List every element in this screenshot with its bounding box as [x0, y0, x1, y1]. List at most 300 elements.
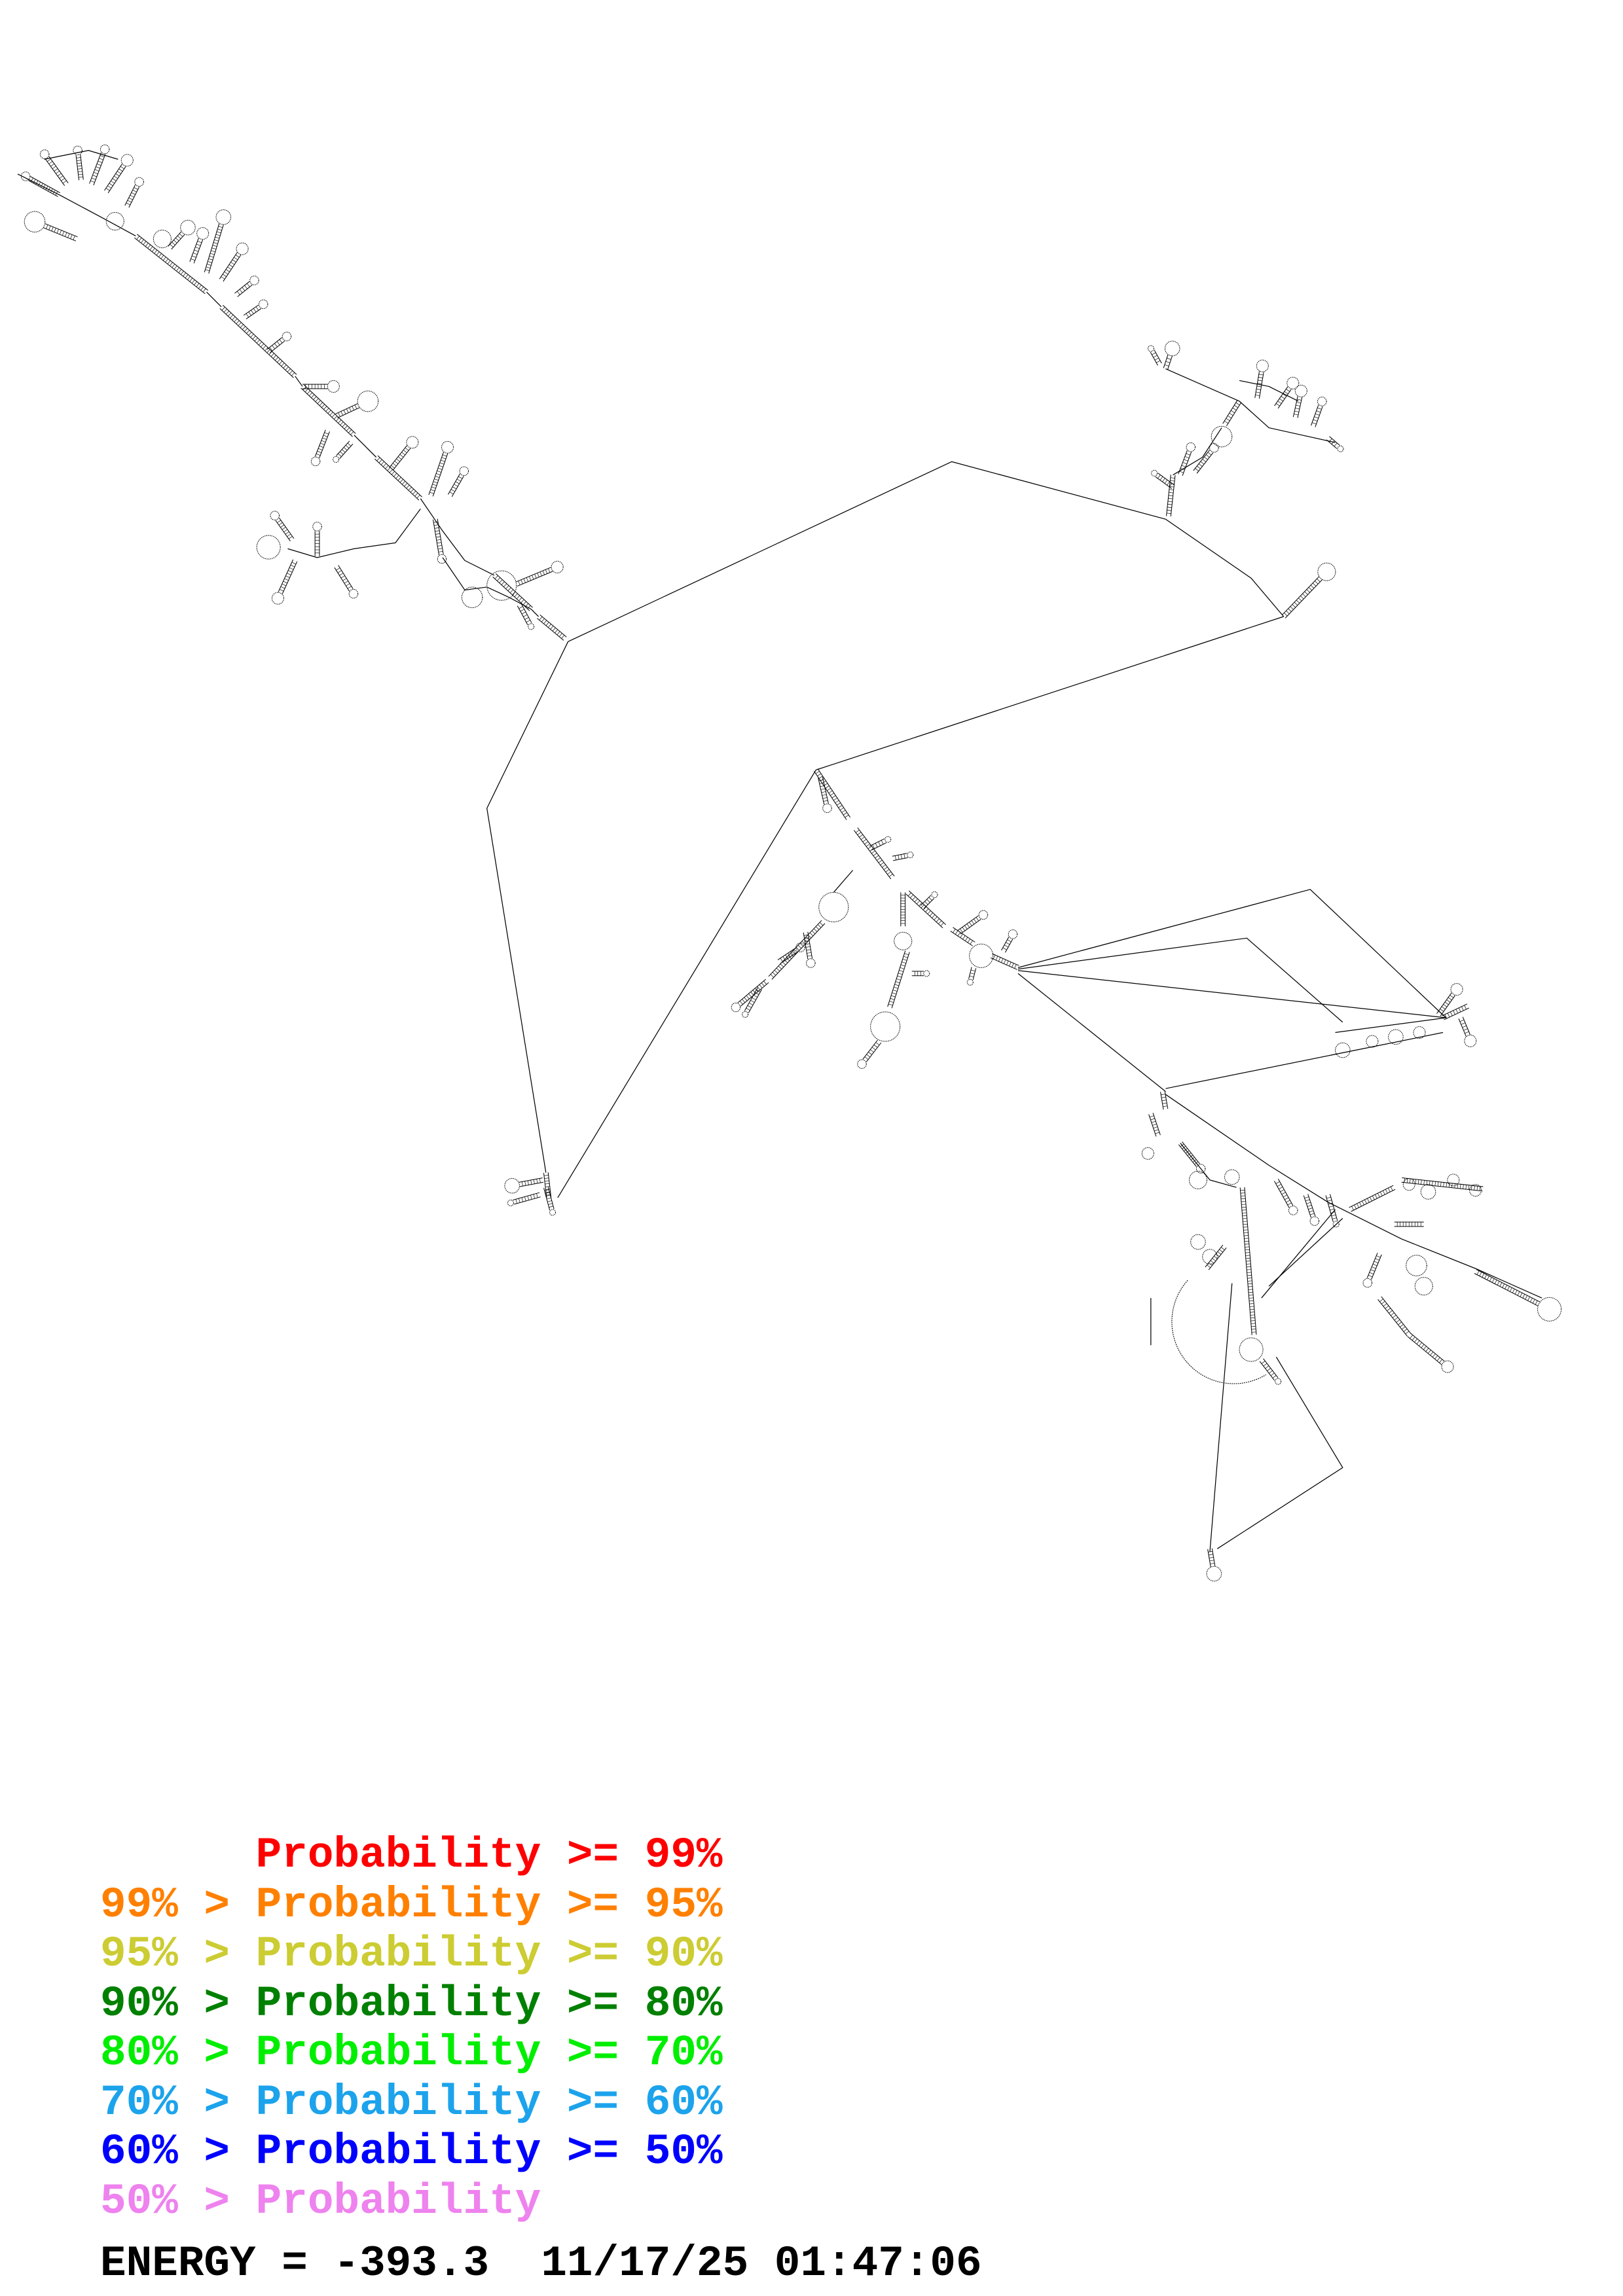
helix-strand: [49, 156, 68, 183]
base-pair: [1250, 1306, 1254, 1307]
helix: [1349, 1185, 1396, 1211]
hairpin-loop: [250, 276, 259, 285]
base-pair: [495, 575, 498, 579]
helix: [1240, 1187, 1256, 1335]
base-pair: [1480, 1272, 1482, 1276]
base-pair: [1461, 1007, 1463, 1011]
base-pair: [522, 1198, 523, 1202]
helix: [912, 971, 930, 977]
base-pair: [1249, 1289, 1253, 1290]
base-pair: [172, 242, 175, 245]
helix-strand: [134, 238, 205, 294]
base-pair: [863, 839, 866, 842]
base-pair: [884, 867, 887, 870]
multi-loop: [894, 932, 912, 950]
base-pair: [434, 525, 439, 526]
base-pair: [57, 229, 59, 233]
base-pair: [128, 200, 132, 202]
base-pair: [1249, 1300, 1254, 1301]
base-pair: [1246, 1255, 1250, 1256]
backbone-line: [1018, 938, 1343, 1022]
hairpin-loop: [442, 441, 454, 453]
base-pair: [901, 965, 905, 966]
base-pair: [321, 404, 325, 408]
base-pair: [1210, 1560, 1214, 1561]
hairpin-loop: [1295, 385, 1307, 397]
base-pair: [778, 966, 782, 969]
backbone-line: [18, 174, 136, 236]
base-pair: [1247, 1264, 1251, 1265]
base-pair: [1426, 1348, 1429, 1352]
base-pair: [1435, 1181, 1436, 1186]
base-pair: [523, 601, 526, 605]
base-pair: [1330, 1209, 1334, 1210]
base-pair: [1216, 1254, 1219, 1257]
base-pair: [941, 923, 944, 926]
base-pair: [1334, 443, 1337, 446]
base-pair: [334, 416, 337, 420]
base-pair: [824, 800, 828, 801]
base-pair: [898, 976, 902, 977]
base-pair: [133, 190, 137, 192]
helix-strand: [1408, 1336, 1442, 1365]
base-pair: [1231, 410, 1235, 413]
base-pair: [292, 562, 296, 564]
hairpin-loop: [885, 836, 891, 842]
base-pair: [1328, 1200, 1332, 1202]
legend-line-90: 95% > Probability >= 90%: [100, 1929, 723, 1979]
hairpin-loop: [924, 971, 930, 977]
base-pair: [516, 1199, 517, 1204]
helix: [515, 561, 563, 586]
base-pair: [1161, 1094, 1165, 1095]
base-pair: [875, 843, 877, 847]
base-pair: [938, 921, 941, 924]
helix: [1378, 1297, 1411, 1336]
base-pair: [528, 1196, 529, 1200]
base-pair: [348, 443, 351, 446]
base-pair: [503, 584, 507, 587]
base-pair: [515, 594, 518, 597]
base-pair: [1432, 1354, 1435, 1357]
base-pair: [1305, 592, 1308, 595]
base-pair: [865, 842, 868, 844]
base-pair: [1404, 1329, 1407, 1331]
base-pair: [183, 273, 186, 276]
base-pair: [1233, 408, 1237, 410]
base-pair: [415, 493, 418, 496]
base-pair: [1246, 1261, 1250, 1262]
backbone-line: [816, 617, 1283, 770]
base-pair: [282, 584, 286, 586]
legend-line-80: 90% > Probability >= 80%: [100, 1979, 723, 2028]
base-pair: [886, 869, 889, 872]
helix: [90, 145, 109, 185]
base-pair: [1152, 1121, 1156, 1122]
helix: [958, 910, 988, 934]
base-pair: [1463, 1026, 1467, 1028]
base-pair: [336, 418, 339, 422]
base-pair: [913, 897, 916, 900]
base-pair: [1417, 1340, 1419, 1344]
base-pair: [1463, 1185, 1464, 1189]
base-pair: [56, 171, 59, 173]
helix-strand: [304, 385, 356, 433]
base-pair: [1012, 963, 1014, 967]
base-pair: [1277, 1184, 1281, 1186]
base-pair: [970, 973, 975, 975]
base-pair: [1525, 1295, 1527, 1299]
base-pair: [1305, 1197, 1309, 1198]
base-pair: [193, 253, 197, 254]
multi-loop: [487, 571, 517, 600]
helix: [168, 220, 196, 249]
base-pair: [543, 571, 545, 575]
hairpin-loop: [550, 1210, 556, 1215]
helix: [967, 967, 976, 986]
base-pair: [843, 812, 847, 815]
base-pair: [1357, 1204, 1359, 1208]
base-pair: [820, 922, 823, 925]
base-pair: [1221, 1247, 1224, 1250]
base-pair: [54, 228, 56, 232]
base-pair: [1296, 405, 1300, 406]
base-pair: [1251, 1323, 1256, 1324]
base-pair: [1377, 1193, 1379, 1197]
base-pair: [856, 830, 859, 833]
base-pair: [1264, 1363, 1267, 1366]
hairpin-loop: [1288, 1206, 1298, 1215]
base-pair: [1457, 1184, 1458, 1189]
base-pair: [835, 800, 839, 803]
helix: [1363, 1253, 1381, 1287]
base-pair: [1307, 1205, 1311, 1206]
base-pair: [524, 579, 526, 583]
base-pair: [497, 578, 500, 581]
base-pair: [746, 996, 749, 999]
base-pair: [924, 901, 928, 905]
base-pair: [234, 319, 238, 322]
helix: [335, 565, 358, 598]
base-pair: [148, 245, 151, 248]
base-pair: [1245, 1244, 1249, 1245]
base-pair: [439, 551, 443, 552]
base-pair: [827, 788, 831, 791]
base-pair: [816, 927, 819, 930]
base-pair: [1154, 1127, 1158, 1128]
multi-loop: [1366, 1035, 1378, 1047]
helix-strand: [921, 895, 931, 906]
base-pair: [960, 934, 963, 938]
base-pair: [1359, 1202, 1361, 1206]
helix-strand: [108, 166, 126, 193]
base-pair: [545, 1183, 549, 1184]
helix: [1223, 400, 1241, 426]
hairpin-loop: [216, 209, 231, 224]
base-pair: [1285, 391, 1288, 394]
base-pair: [410, 489, 414, 492]
hairpin-loop: [967, 979, 973, 985]
base-pair: [1236, 403, 1240, 405]
base-pair: [325, 433, 329, 434]
hairpin-loop: [742, 1011, 748, 1017]
base-pair: [526, 620, 530, 622]
hairpin-loop: [282, 332, 291, 341]
hairpin-loop: [932, 892, 938, 898]
base-pair: [107, 186, 111, 188]
base-pair: [96, 167, 100, 168]
base-pair: [761, 983, 764, 986]
base-pair: [532, 575, 534, 579]
legend-line-below-50: 50% > Probability: [100, 2176, 541, 2226]
base-pair: [1296, 600, 1300, 603]
base-pair: [417, 495, 420, 498]
base-pair: [109, 183, 113, 186]
base-pair: [139, 238, 141, 241]
base-pair: [130, 195, 134, 197]
base-pair: [311, 395, 314, 398]
base-pair: [1286, 389, 1290, 391]
base-pair: [1398, 1322, 1401, 1325]
base-pair: [541, 619, 544, 622]
base-pair: [927, 899, 930, 903]
base-pair: [344, 410, 346, 414]
base-pair: [1437, 1357, 1440, 1361]
base-pair: [1209, 1557, 1214, 1558]
base-pair: [1389, 1310, 1392, 1313]
base-pair: [78, 169, 82, 170]
base-pair: [870, 1050, 873, 1052]
backbone-line: [207, 292, 222, 307]
base-pair: [537, 1179, 538, 1183]
helix-strand: [1330, 1194, 1338, 1221]
backbone-line: [287, 509, 420, 558]
base-pair: [1376, 1259, 1379, 1261]
base-pair: [1393, 1315, 1396, 1318]
helix-strand: [204, 224, 219, 272]
base-pair: [402, 452, 405, 455]
base-pair: [283, 365, 287, 368]
base-pair: [1250, 1309, 1254, 1310]
base-pair: [867, 1054, 870, 1057]
base-pair: [749, 1003, 753, 1005]
backbone-line: [1262, 1210, 1336, 1298]
base-pair: [1195, 469, 1199, 471]
base-pair: [344, 425, 348, 429]
base-pair: [1385, 1306, 1389, 1308]
base-pair: [208, 261, 211, 262]
base-pair: [350, 431, 354, 435]
base-pair: [234, 257, 238, 260]
base-pair: [166, 259, 168, 262]
helix-strand: [1474, 1274, 1538, 1306]
base-pair: [1372, 1267, 1376, 1269]
base-pair: [517, 596, 520, 599]
helix: [311, 430, 329, 466]
base-pair: [398, 477, 401, 480]
base-pair: [1487, 1276, 1489, 1280]
helix: [1167, 475, 1175, 516]
base-pair: [396, 475, 399, 478]
multi-loop: [1406, 1255, 1427, 1276]
base-pair: [1163, 1106, 1167, 1107]
base-pair: [868, 1052, 871, 1054]
base-pair: [1224, 421, 1228, 423]
hairpin-loop: [1310, 1217, 1319, 1226]
base-pair: [228, 313, 231, 316]
base-pair: [1184, 459, 1188, 461]
base-pair: [198, 241, 202, 242]
base-pair: [155, 250, 157, 253]
base-pair: [1410, 1335, 1413, 1338]
base-pair: [524, 1196, 526, 1201]
hairpin-loop: [333, 456, 339, 462]
backbone-line: [1217, 1357, 1343, 1549]
backbone-line: [1336, 1018, 1446, 1033]
base-pair: [1400, 1324, 1403, 1327]
base-pair: [456, 482, 460, 484]
helix-strand: [45, 159, 64, 186]
base-pair: [520, 609, 524, 611]
base-pair: [562, 635, 564, 638]
base-pair: [94, 172, 98, 173]
base-pair: [1432, 1181, 1433, 1186]
base-pair: [190, 278, 192, 281]
base-pair: [875, 855, 879, 858]
base-pair: [1259, 374, 1264, 375]
base-pair: [820, 778, 824, 781]
base-pair: [206, 270, 210, 271]
base-pair: [219, 226, 223, 228]
base-pair: [1152, 1124, 1156, 1125]
base-pair: [285, 531, 289, 534]
base-pair: [1204, 457, 1207, 459]
base-pair: [748, 1005, 752, 1007]
base-pair: [921, 905, 924, 908]
base-pair: [1241, 1193, 1245, 1194]
base-pair: [170, 262, 172, 266]
base-pair: [859, 834, 862, 837]
base-pair: [79, 174, 83, 175]
base-pair: [116, 173, 120, 176]
base-pair: [888, 1004, 892, 1005]
base-pair: [179, 269, 181, 272]
base-pair: [249, 312, 251, 316]
base-pair: [1314, 417, 1318, 418]
base-pair: [1015, 964, 1017, 968]
base-pair: [1510, 1287, 1512, 1291]
base-pair: [429, 492, 433, 493]
base-pair: [176, 268, 179, 271]
base-pair: [1312, 423, 1316, 424]
base-pair: [525, 1181, 526, 1186]
base-pair: [1505, 1285, 1507, 1289]
base-pair: [508, 588, 511, 591]
hairpin-loop: [270, 511, 280, 520]
base-pair: [285, 576, 289, 578]
base-pair: [894, 987, 898, 988]
base-pair: [271, 353, 274, 357]
base-pair: [49, 162, 52, 164]
base-pair: [934, 917, 938, 920]
helix: [1260, 1359, 1281, 1384]
base-pair: [1154, 1130, 1158, 1131]
base-pair: [751, 992, 754, 995]
base-pair: [519, 607, 523, 609]
base-pair: [232, 260, 236, 262]
base-pair: [882, 865, 885, 867]
base-pair: [145, 243, 148, 246]
base-pair: [323, 435, 327, 437]
base-pair: [282, 363, 285, 367]
base-pair: [1165, 480, 1167, 483]
helix-strand: [219, 253, 237, 279]
legend-line-60: 70% > Probability >= 60%: [100, 2077, 723, 2127]
base-pair: [318, 448, 322, 450]
base-pair: [457, 479, 461, 481]
base-pair: [346, 445, 349, 448]
base-pair: [902, 962, 905, 963]
base-pair: [277, 342, 280, 345]
helix: [267, 332, 291, 353]
base-pair: [1332, 1218, 1337, 1219]
helix-strand: [1351, 1189, 1396, 1211]
base-pair: [52, 166, 56, 169]
base-pair: [890, 998, 894, 999]
base-pair: [929, 897, 932, 901]
base-pair: [210, 253, 214, 255]
base-pair: [814, 929, 817, 932]
base-pair: [385, 465, 388, 469]
base-pair: [1421, 1344, 1424, 1348]
base-pair: [1199, 464, 1202, 467]
base-pair: [557, 632, 560, 635]
base-pair: [958, 932, 960, 936]
base-pair: [1008, 940, 1012, 942]
base-pair: [99, 158, 103, 160]
helix: [1152, 471, 1175, 489]
helix: [272, 560, 297, 604]
helix: [505, 1178, 543, 1193]
base-pair: [964, 925, 967, 929]
helix: [1395, 1222, 1424, 1227]
base-pair: [291, 565, 295, 567]
base-pair: [833, 798, 837, 800]
hairpin-loop: [528, 624, 534, 630]
helix-strand: [1402, 1182, 1483, 1191]
base-pair: [179, 234, 183, 237]
base-pair: [433, 484, 437, 486]
helix: [1205, 1245, 1226, 1270]
hairpin-loop: [1008, 930, 1017, 939]
base-pair: [341, 576, 345, 579]
backbone-line: [1269, 1218, 1343, 1286]
base-pair: [392, 471, 395, 475]
base-pair: [1415, 1179, 1416, 1184]
hairpin-loop: [197, 228, 209, 240]
base-pair: [547, 1200, 552, 1202]
base-pair: [201, 287, 204, 290]
base-pair: [400, 479, 403, 482]
backbone-line: [1165, 1094, 1542, 1298]
base-pair: [1249, 1295, 1253, 1296]
helix-strand: [892, 853, 907, 857]
helix-strand: [906, 894, 943, 928]
base-pair: [242, 327, 246, 330]
base-pair: [1383, 1304, 1387, 1306]
base-pair: [1383, 1191, 1385, 1194]
base-pair: [1276, 1181, 1280, 1183]
